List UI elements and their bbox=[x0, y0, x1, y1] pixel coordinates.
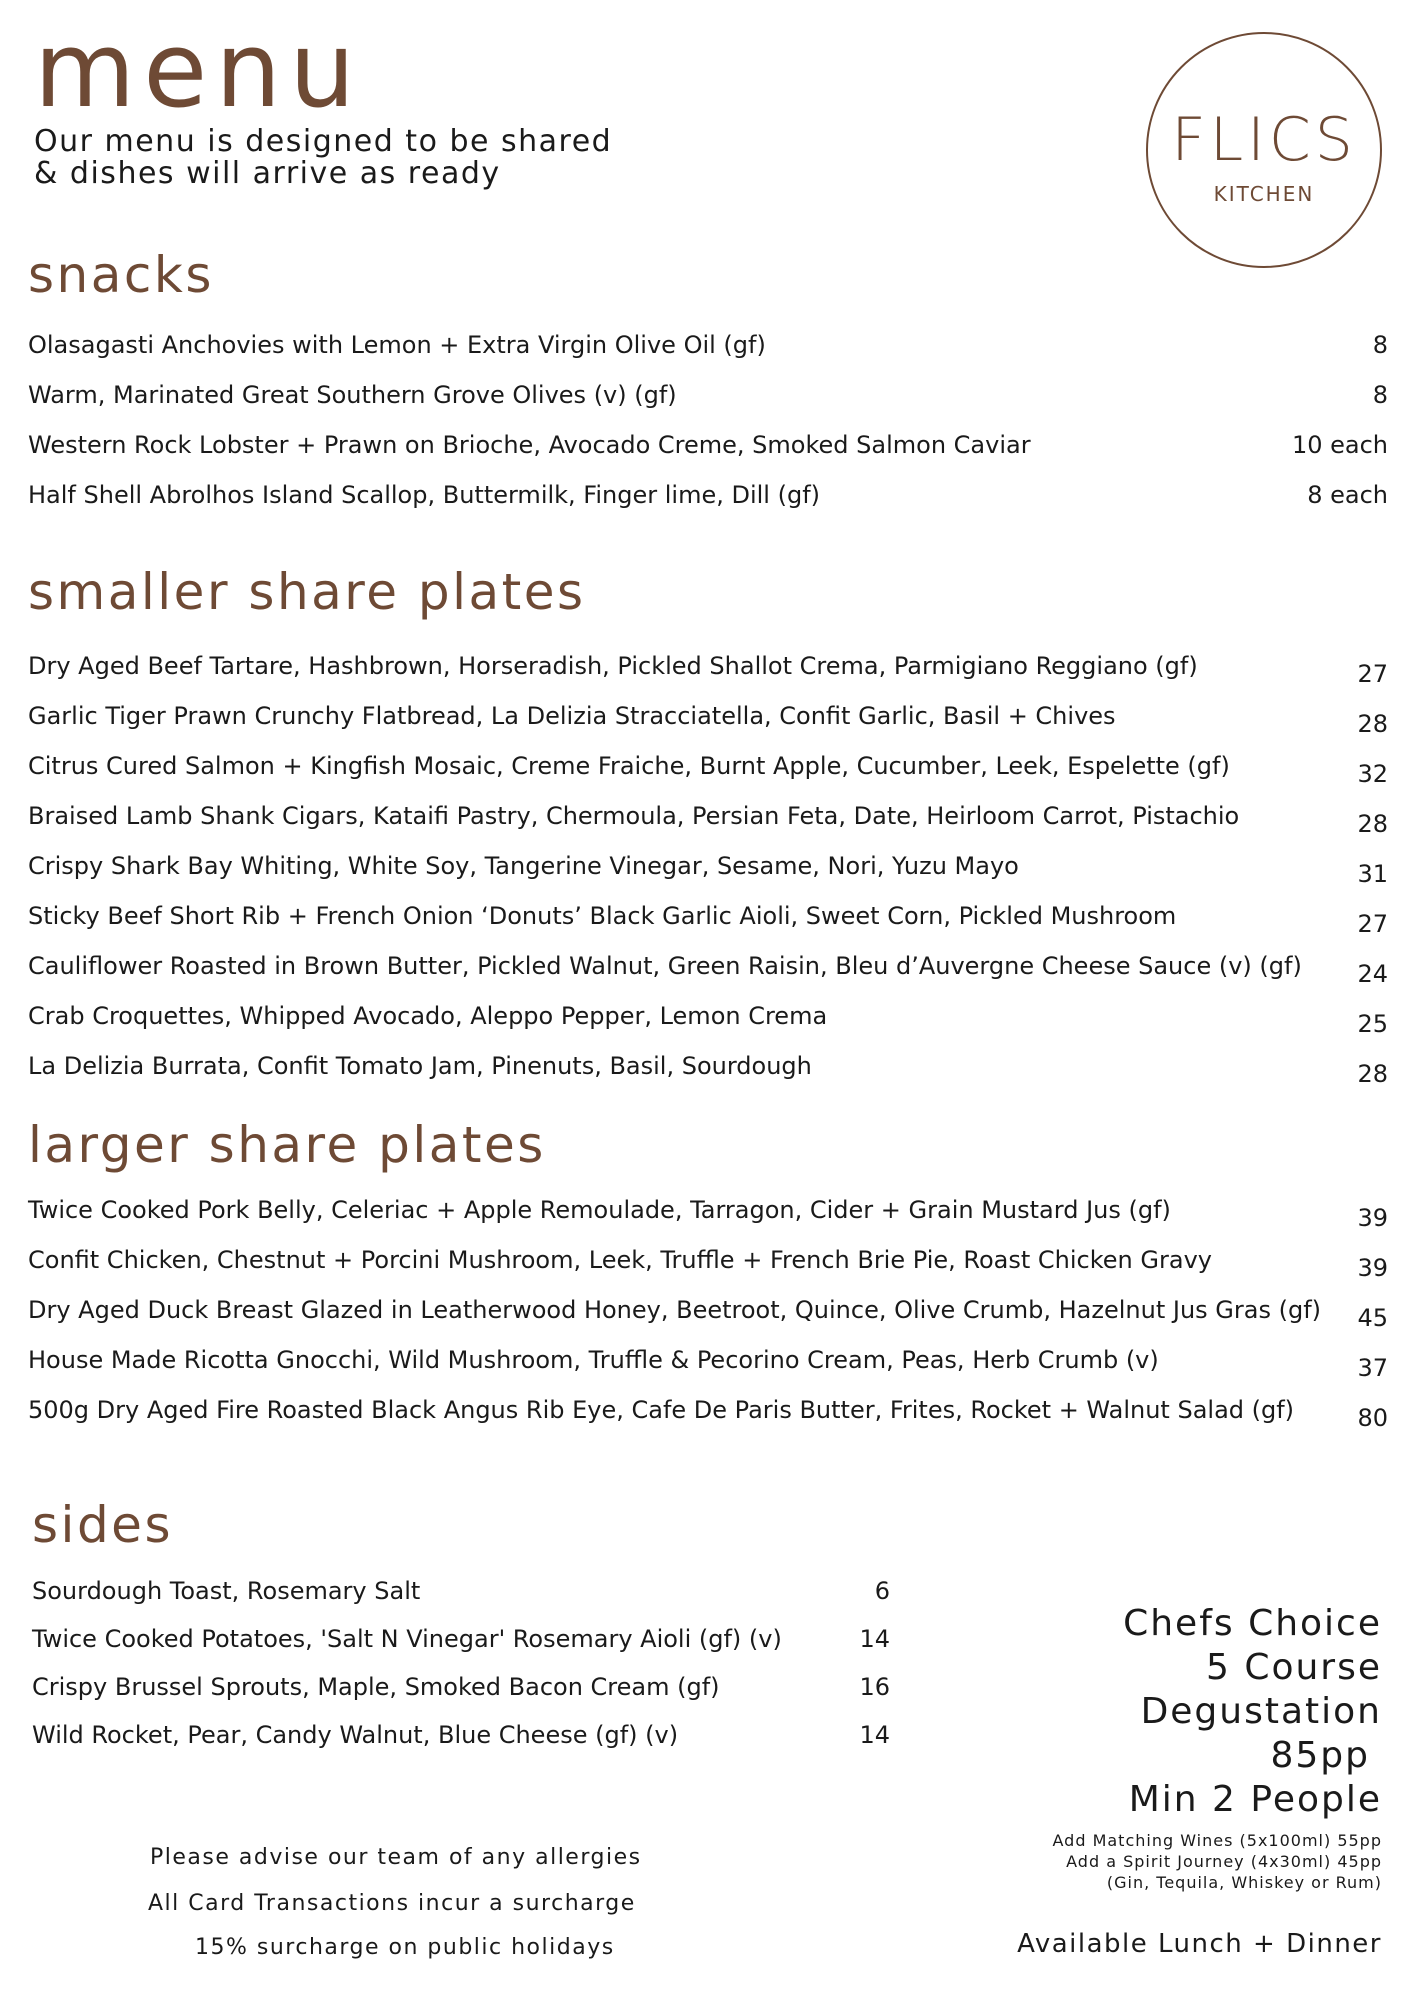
item-name: Dry Aged Beef Tartare, Hashbrown, Horseradish, Pickled Shallot Crema, Parmigiano Reggiano (gf) bbox=[28, 652, 1198, 680]
item-price: 8 bbox=[1372, 331, 1388, 359]
menu-item bbox=[32, 1720, 890, 1768]
item-name: Garlic Tiger Prawn Crunchy Flatbread, La Delizia Stracciatella, Confit Garlic, Basil + Chives bbox=[28, 702, 1116, 730]
item-name: Braised Lamb Shank Cigars, Kataifi Pastry, Chermoula, Persian Feta, Date, Heirloom Carrot, Pistachio bbox=[28, 802, 1240, 830]
addon-spirits: Add a Spirit Journey (4x30ml) 45pp bbox=[1066, 1852, 1382, 1871]
item-price: 28 bbox=[1357, 810, 1388, 838]
sides-list bbox=[32, 1576, 890, 1768]
item-name: Crispy Brussel Sprouts, Maple, Smoked Bacon Cream (gf) bbox=[32, 1673, 720, 1701]
item-name: Sourdough Toast, Rosemary Salt bbox=[32, 1577, 421, 1605]
holiday-surcharge-note: 15% surcharge on public holidays bbox=[195, 1935, 615, 1960]
availability-note: Available Lunch + Dinner bbox=[1017, 1929, 1382, 1959]
menu-item bbox=[28, 1001, 1388, 1051]
item-name: 500g Dry Aged Fire Roasted Black Angus Rib Eye, Cafe De Paris Butter, Frites, Rocket + Walnut Salad (gf) bbox=[28, 1396, 1295, 1424]
smaller-share-plates-heading: smaller share plates bbox=[28, 563, 586, 621]
larger-share-plates-list bbox=[28, 1195, 1388, 1445]
item-name: Olasagasti Anchovies with Lemon + Extra Virgin Olive Oil (gf) bbox=[28, 331, 766, 359]
item-price: 27 bbox=[1357, 660, 1388, 688]
logo-subtitle: KITCHEN bbox=[1213, 182, 1315, 206]
item-name: Half Shell Abrolhos Island Scallop, Buttermilk, Finger lime, Dill (gf) bbox=[28, 481, 820, 509]
item-price: 8 bbox=[1372, 381, 1388, 409]
item-price: 14 bbox=[859, 1625, 890, 1653]
item-name: Dry Aged Duck Breast Glazed in Leatherwood Honey, Beetroot, Quince, Olive Crumb, Hazelnut Jus Gras (gf) bbox=[28, 1296, 1321, 1324]
item-price: 16 bbox=[859, 1673, 890, 1701]
item-name: Confit Chicken, Chestnut + Porcini Mushroom, Leek, Truffle + French Brie Pie, Roast Chicken Gravy bbox=[28, 1246, 1212, 1274]
allergies-note: Please advise our team of any allergies bbox=[150, 1845, 642, 1870]
item-price: 28 bbox=[1357, 1060, 1388, 1088]
item-price: 6 bbox=[874, 1577, 890, 1605]
item-name: Wild Rocket, Pear, Candy Walnut, Blue Cheese (gf) (v) bbox=[32, 1721, 679, 1749]
menu-item bbox=[28, 480, 1388, 530]
chefs-choice-min: Min 2 People bbox=[1128, 1779, 1382, 1820]
smaller-share-plates-list bbox=[28, 651, 1388, 1101]
item-price: 24 bbox=[1357, 960, 1388, 988]
item-name: Twice Cooked Pork Belly, Celeriac + Apple Remoulade, Tarragon, Cider + Grain Mustard Jus (gf) bbox=[28, 1196, 1171, 1224]
item-price: 37 bbox=[1357, 1354, 1388, 1382]
item-name: House Made Ricotta Gnocchi, Wild Mushroom, Truffle & Pecorino Cream, Peas, Herb Crumb (v) bbox=[28, 1346, 1159, 1374]
chefs-choice-price: 85pp bbox=[1270, 1735, 1370, 1776]
menu-item bbox=[32, 1672, 890, 1720]
item-price: 25 bbox=[1357, 1010, 1388, 1038]
larger-share-plates-heading: larger share plates bbox=[28, 1116, 546, 1174]
menu-item bbox=[28, 1245, 1388, 1295]
chefs-choice-block bbox=[1123, 1602, 1382, 1822]
menu-item bbox=[28, 1195, 1388, 1245]
item-price: 28 bbox=[1357, 710, 1388, 738]
item-price: 8 each bbox=[1307, 481, 1388, 509]
menu-item bbox=[32, 1576, 890, 1624]
item-name: Citrus Cured Salmon + Kingfish Mosaic, Creme Fraiche, Burnt Apple, Cucumber, Leek, Espelette (gf) bbox=[28, 752, 1230, 780]
logo-name: FLICS bbox=[1171, 105, 1357, 175]
item-price: 45 bbox=[1357, 1304, 1388, 1332]
item-price: 10 each bbox=[1291, 431, 1388, 459]
menu-item bbox=[28, 801, 1388, 851]
menu-item bbox=[28, 380, 1388, 430]
chefs-choice-line-3: Degustation bbox=[1140, 1691, 1382, 1732]
menu-item bbox=[28, 901, 1388, 951]
surcharge-note: All Card Transactions incur a surcharge bbox=[148, 1891, 636, 1916]
menu-item bbox=[28, 1395, 1388, 1445]
subtitle-line-1: Our menu is designed to be shared bbox=[34, 124, 613, 159]
item-name: Cauliflower Roasted in Brown Butter, Pickled Walnut, Green Raisin, Bleu d’Auvergne Cheese Sauce (v) (gf) bbox=[28, 952, 1302, 980]
item-name: Crab Croquettes, Whipped Avocado, Aleppo Pepper, Lemon Crema bbox=[28, 1002, 828, 1030]
page-title: menu bbox=[34, 9, 364, 131]
item-name: Warm, Marinated Great Southern Grove Olives (v) (gf) bbox=[28, 381, 677, 409]
menu-item bbox=[28, 751, 1388, 801]
item-name: Western Rock Lobster + Prawn on Brioche, Avocado Creme, Smoked Salmon Caviar bbox=[28, 431, 1031, 459]
sides-heading: sides bbox=[32, 1496, 173, 1554]
menu-item bbox=[28, 430, 1388, 480]
menu-item bbox=[28, 1345, 1388, 1395]
item-name: Twice Cooked Potatoes, 'Salt N Vinegar' Rosemary Aioli (gf) (v) bbox=[32, 1625, 782, 1653]
item-name: Crispy Shark Bay Whiting, White Soy, Tangerine Vinegar, Sesame, Nori, Yuzu Mayo bbox=[28, 852, 1019, 880]
flics-kitchen-logo bbox=[1146, 32, 1382, 268]
item-price: 27 bbox=[1357, 910, 1388, 938]
menu-item bbox=[28, 951, 1388, 1001]
addon-wines: Add Matching Wines (5x100ml) 55pp bbox=[1052, 1831, 1382, 1850]
menu-item bbox=[28, 330, 1388, 380]
menu-item bbox=[28, 651, 1388, 701]
addon-spirits-options: (Gin, Tequila, Whiskey or Rum) bbox=[1106, 1873, 1382, 1892]
menu-item bbox=[28, 1295, 1388, 1345]
menu-item bbox=[28, 701, 1388, 751]
menu-item bbox=[28, 1051, 1388, 1101]
menu-item bbox=[32, 1624, 890, 1672]
item-price: 80 bbox=[1357, 1404, 1388, 1432]
chefs-choice-line-2: 5 Course bbox=[1205, 1647, 1382, 1688]
item-price: 39 bbox=[1357, 1254, 1388, 1282]
chefs-choice-line-1: Chefs Choice bbox=[1123, 1603, 1382, 1644]
item-price: 14 bbox=[859, 1721, 890, 1749]
subtitle-line-2: & dishes will arrive as ready bbox=[34, 156, 501, 191]
snacks-list bbox=[28, 330, 1388, 530]
item-price: 32 bbox=[1357, 760, 1388, 788]
item-name: Sticky Beef Short Rib + French Onion ‘Donuts’ Black Garlic Aioli, Sweet Corn, Pickled Mushroom bbox=[28, 902, 1177, 930]
item-price: 39 bbox=[1357, 1204, 1388, 1232]
item-price: 31 bbox=[1357, 860, 1388, 888]
item-name: La Delizia Burrata, Confit Tomato Jam, Pinenuts, Basil, Sourdough bbox=[28, 1052, 812, 1080]
chefs-choice-addons bbox=[1053, 1830, 1383, 1893]
page-subtitle bbox=[34, 126, 612, 190]
menu-item bbox=[28, 851, 1388, 901]
snacks-heading: snacks bbox=[28, 246, 214, 304]
